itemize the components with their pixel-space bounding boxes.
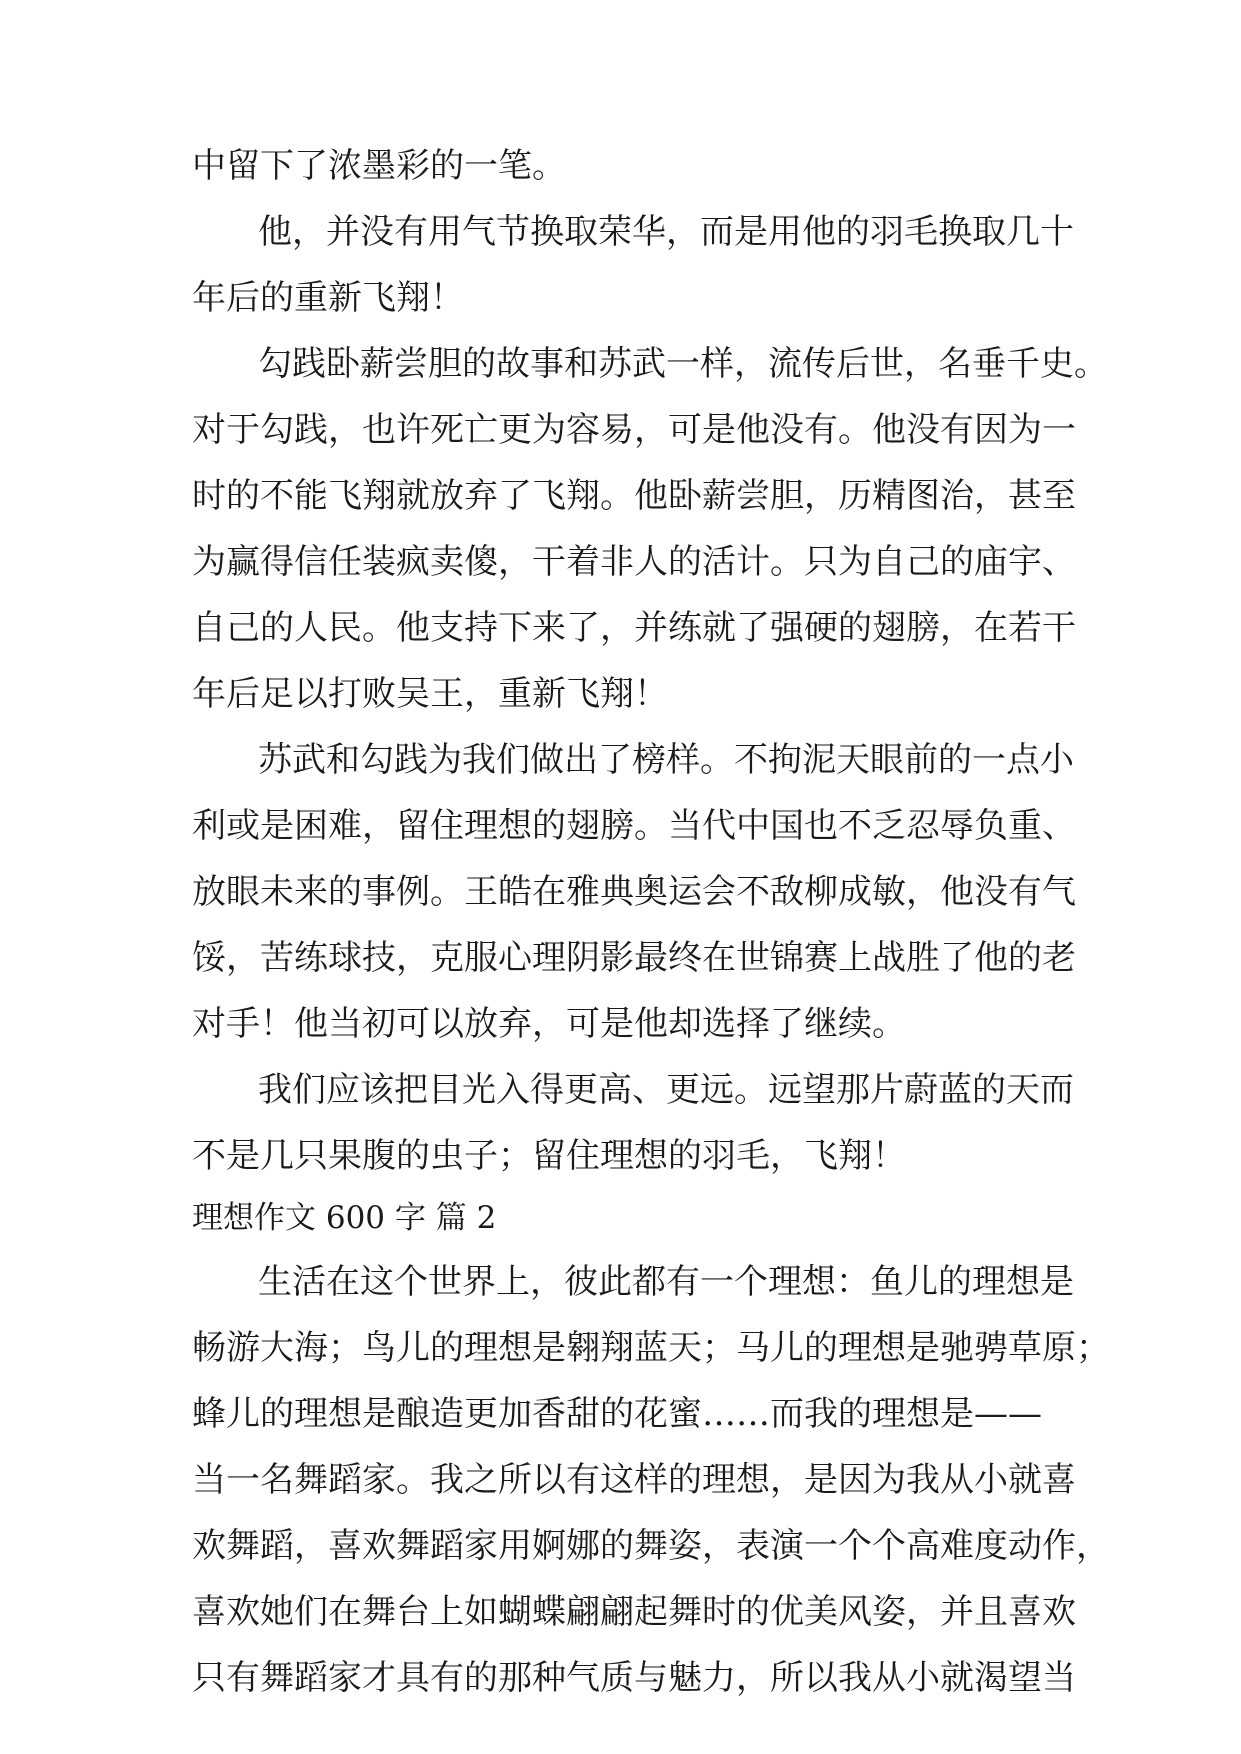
- text-line: 时的不能飞翔就放弃了飞翔。他卧薪尝胆，历精图治，甚至: [192, 476, 1076, 516]
- text-line: 喜欢她们在舞台上如蝴蝶翩翩起舞时的优美风姿，并且喜欢: [192, 1592, 1076, 1632]
- text-line: 利或是困难，留住理想的翅膀。当代中国也不乏忍辱负重、: [192, 806, 1076, 846]
- text-line: 年后足以打败吴王，重新飞翔！: [192, 674, 668, 714]
- text-line: 馁，苦练球技，克服心理阴影最终在世锦赛上战胜了他的老: [192, 938, 1076, 978]
- text-line: 当一名舞蹈家。我之所以有这样的理想，是因为我从小就喜: [192, 1460, 1076, 1500]
- text-line: 对于勾践，也许死亡更为容易，可是他没有。他没有因为一: [192, 410, 1076, 450]
- text-line: 畅游大海；鸟儿的理想是翱翔蓝天；马儿的理想是驰骋草原；: [192, 1328, 1110, 1368]
- text-line: 放眼未来的事例。王皓在雅典奥运会不敌柳成敏，他没有气: [192, 872, 1076, 912]
- text-line: 蜂儿的理想是酿造更加香甜的花蜜……而我的理想是——: [192, 1394, 1042, 1434]
- paragraph-start: 他，并没有用气节换取荣华，而是用他的羽毛换取几十: [258, 212, 1074, 252]
- paragraph-start: 苏武和勾践为我们做出了榜样。不拘泥天眼前的一点小: [258, 740, 1074, 780]
- text-line: 自己的人民。他支持下来了，并练就了强硬的翅膀，在若干: [192, 608, 1076, 648]
- text-line: 年后的重新飞翔！: [192, 278, 464, 318]
- paragraph-start: 生活在这个世界上，彼此都有一个理想：鱼儿的理想是: [258, 1262, 1074, 1302]
- section-heading: 理想作文 600 字 篇 2: [192, 1200, 497, 1236]
- text-line: 中留下了浓墨彩的一笔。: [192, 146, 566, 186]
- paragraph-start: 勾践卧薪尝胆的故事和苏武一样，流传后世，名垂千史。: [258, 344, 1108, 384]
- text-line: 只有舞蹈家才具有的那种气质与魅力，所以我从小就渴望当: [192, 1658, 1076, 1698]
- text-line: 对手！他当初可以放弃，可是他却选择了继续。: [192, 1004, 906, 1044]
- paragraph-start: 我们应该把目光入得更高、更远。远望那片蔚蓝的天而: [258, 1070, 1074, 1110]
- text-line: 不是几只果腹的虫子；留住理想的羽毛，飞翔！: [192, 1136, 906, 1176]
- text-line: 欢舞蹈，喜欢舞蹈家用婀娜的舞姿，表演一个个高难度动作，: [192, 1526, 1110, 1566]
- text-line: 为赢得信任装疯卖傻，干着非人的活计。只为自己的庙宇、: [192, 542, 1076, 582]
